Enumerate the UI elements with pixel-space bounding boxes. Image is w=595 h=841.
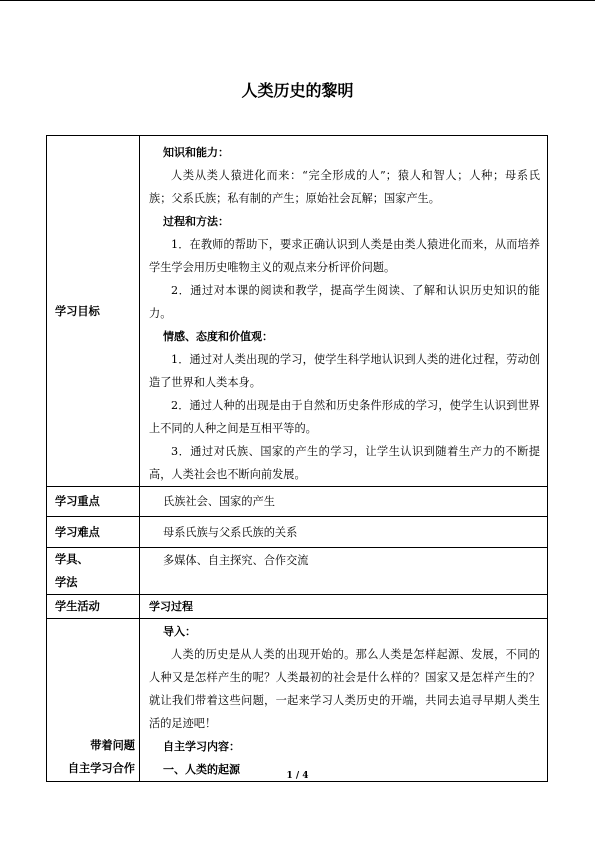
attitude-text-2: 2．通过人种的出现是由于自然和历史条件形成的学习，使学生认识到世界上不同的人种之间是互相平等的。 [149, 399, 540, 435]
tools-label-line2: 学法 [55, 576, 78, 589]
section-heading-origin: 一、人类的起源 [163, 763, 240, 776]
tools-label [47, 548, 140, 595]
method-text-2: 2．通过对本课的阅读和教学，提高学生阅读、了解和认识历史知识的能力。 [149, 284, 540, 320]
tools-label-line1: 学具、 [55, 553, 89, 566]
table-row-difficulty [47, 517, 548, 548]
goals-label [47, 136, 140, 487]
self-study-heading: 自主学习内容： [163, 740, 240, 753]
table-row-tools [47, 548, 548, 595]
tools-content [140, 548, 548, 595]
attitude-text-1: 1．通过对人类出现的学习，使学生科学地认识到人类的进化过程，劳动创造了世界和人类本身。 [149, 353, 540, 389]
process-content [140, 619, 548, 782]
process-label-line2: 自主学习合作 [67, 762, 135, 775]
table-row-goals [47, 136, 548, 487]
activity-content [140, 595, 548, 619]
difficulty-label: 学习难点 [47, 517, 140, 548]
goals-content [140, 136, 548, 487]
difficulty-content [140, 517, 548, 548]
page-number: 1 / 4 [286, 771, 309, 781]
focus-content [140, 487, 548, 517]
process-label [47, 619, 140, 782]
activity-text: 学习过程 [149, 600, 193, 613]
table-row-process [47, 619, 548, 782]
intro-heading: 导入： [163, 625, 196, 638]
method-heading: 过程和方法： [163, 215, 229, 228]
process-label-line1: 带着问题 [90, 739, 135, 752]
difficulty-text: 母系氏族与父系氏族的关系 [163, 525, 298, 539]
method-text-1: 1．在教师的帮助下，要求正确认识到人类是由类人猿进化而来，从而培养学生学会用历史唯物主义的观点来分析评价问题。 [149, 238, 540, 274]
header-rule [0, 0, 595, 1]
activity-label: 学生活动 [47, 595, 140, 619]
goals-label-text: 学习目标 [55, 304, 100, 318]
table-row-activity [47, 595, 548, 619]
page-title: 人类历史的黎明 [241, 81, 354, 100]
focus-label: 学习重点 [47, 487, 140, 517]
focus-text: 氏族社会、国家的产生 [163, 495, 275, 508]
attitude-heading: 情感、态度和价值观： [163, 330, 273, 343]
intro-text: 人类的历史是从人类的出现开始的。那么人类是怎样起源、发展，不同的人种又是怎样产生的呢？人类最初的社会是什么样的？国家又是怎样产生的？就让我们带着这些问题，一起来学习人类历史的开端，共同去追寻早期人类生活的足迹吧！ [149, 648, 540, 730]
attitude-text-3: 3．通过对氏族、国家的产生的学习，让学生认识到随着生产力的不断提高，人类社会也不断向前发展。 [149, 445, 540, 481]
knowledge-text: 人类从类人猿进化而来：“完全形成的人”；猿人和智人；人种；母系氏族；父系氏族；私有制的产生；原始社会瓦解；国家产生。 [149, 169, 540, 205]
knowledge-heading: 知识和能力： [163, 146, 229, 159]
lesson-plan-table [46, 135, 548, 782]
table-row-focus [47, 487, 548, 517]
tools-text: 多媒体、自主探究、合作交流 [163, 554, 309, 567]
